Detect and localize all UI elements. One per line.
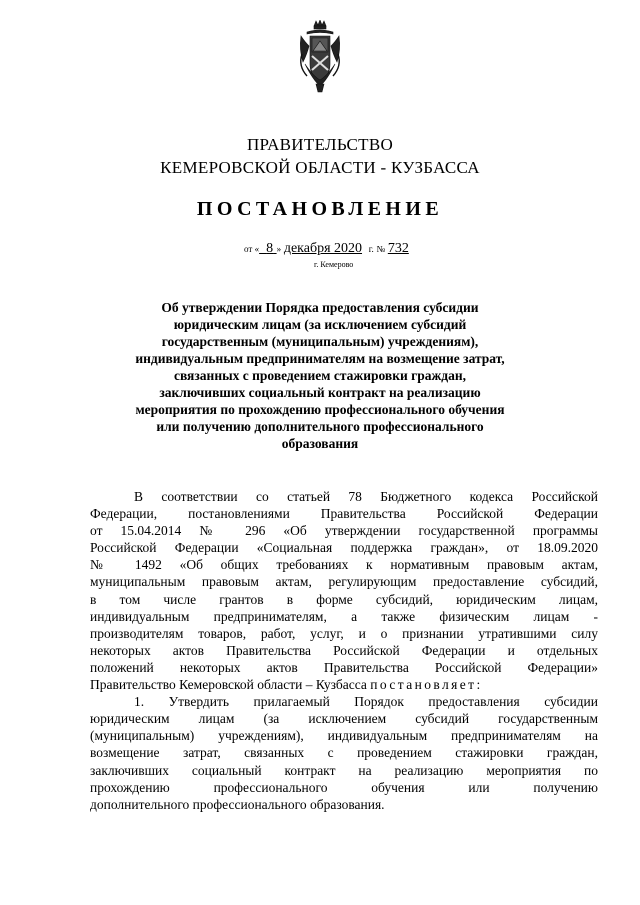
body-line: прохождению профессионального обучения или получению — [90, 779, 598, 795]
resolution-spaced-word: постановляет: — [370, 677, 483, 693]
body-line: Федерации, постановлениями Правительства Российской Федерации — [90, 506, 598, 522]
body-line: № 1492 «Об общих требованиях к нормативным правовым актам, — [90, 557, 598, 573]
title-line: Об утверждении Порядка предоставления субсидии — [161, 300, 479, 315]
date-prefix: от « — [244, 244, 260, 254]
title-line: образования — [281, 436, 359, 451]
resolution-line — [90, 676, 598, 693]
date-year-suffix: г. — [368, 244, 374, 254]
title-line: юридическим лицам (за исключением субсидий — [173, 317, 467, 332]
body-line: некоторых актов Правительства Российской Федерации и отдельных — [90, 642, 598, 658]
document-number: 732 — [387, 241, 409, 256]
body-line: (муниципальным) учреждениям), индивидуальным предпринимателям на — [90, 728, 598, 744]
government-name-line2: КЕМЕРОВСКОЙ ОБЛАСТИ - КУЗБАССА — [160, 158, 480, 177]
city-label: г. Кемерово — [314, 260, 354, 269]
body-line: юридическим лицам (за исключением субсидий государственным — [90, 711, 598, 727]
title-line: или получению дополнительного профессионального — [156, 419, 484, 434]
body-line: положений некоторых актов Правительства Российской Федерации» — [90, 659, 598, 675]
government-name-line1: ПРАВИТЕЛЬСТВО — [246, 135, 394, 154]
body-line: в том числе грантов в форме субсидий, юридическим лицам, — [90, 591, 598, 607]
body-line: муниципальным правовым актам, регулирующим предоставление субсидий, — [90, 574, 598, 590]
document-body — [90, 488, 598, 813]
title-line: заключивших социальный контракт на реализацию — [159, 385, 481, 400]
date-month-year: декабря 2020 — [283, 241, 363, 256]
body-line: 1. Утвердить прилагаемый Порядок предоставления субсидии — [134, 694, 598, 710]
body-line: возмещение затрат, связанных с проведением стажировки граждан, — [90, 745, 598, 761]
body-line: Российской Федерации «Социальная поддержка граждан», от 18.09.2020 — [90, 540, 598, 556]
resolution-text: Правительство Кемеровской области – Кузбасса — [90, 677, 367, 693]
title-line: связанных с проведением стажировки граждан, — [173, 368, 467, 383]
date-day: 8 — [266, 241, 274, 256]
body-line: В соответствии со статьей 78 Бюджетного кодекса Российской — [134, 489, 598, 504]
body-line: от 15.04.2014 № 296 «Об утверждении государственной программы — [90, 523, 598, 539]
body-line: производителям товаров, работ, услуг, и о признании утратившими силу — [90, 625, 598, 641]
document-type: ПОСТАНОВЛЕНИЕ — [196, 198, 444, 220]
body-line: дополнительного профессионального образования. — [90, 796, 385, 812]
document-title — [116, 299, 524, 452]
date-mid: » — [276, 244, 282, 254]
title-line: государственным (муниципальным) учреждениям), — [161, 334, 479, 349]
coat-of-arms-icon — [297, 20, 343, 96]
date-number-line — [244, 240, 409, 258]
body-line: индивидуальным предпринимателям, а также физическим лицам - — [90, 608, 598, 624]
number-prefix: № — [376, 244, 386, 254]
title-line: мероприятия по прохождению профессионального обучения — [135, 402, 505, 417]
title-line: индивидуальным предпринимателям на возмещение затрат, — [135, 351, 505, 366]
body-line: заключивших социальный контракт на реализацию мероприятия по — [90, 762, 598, 778]
